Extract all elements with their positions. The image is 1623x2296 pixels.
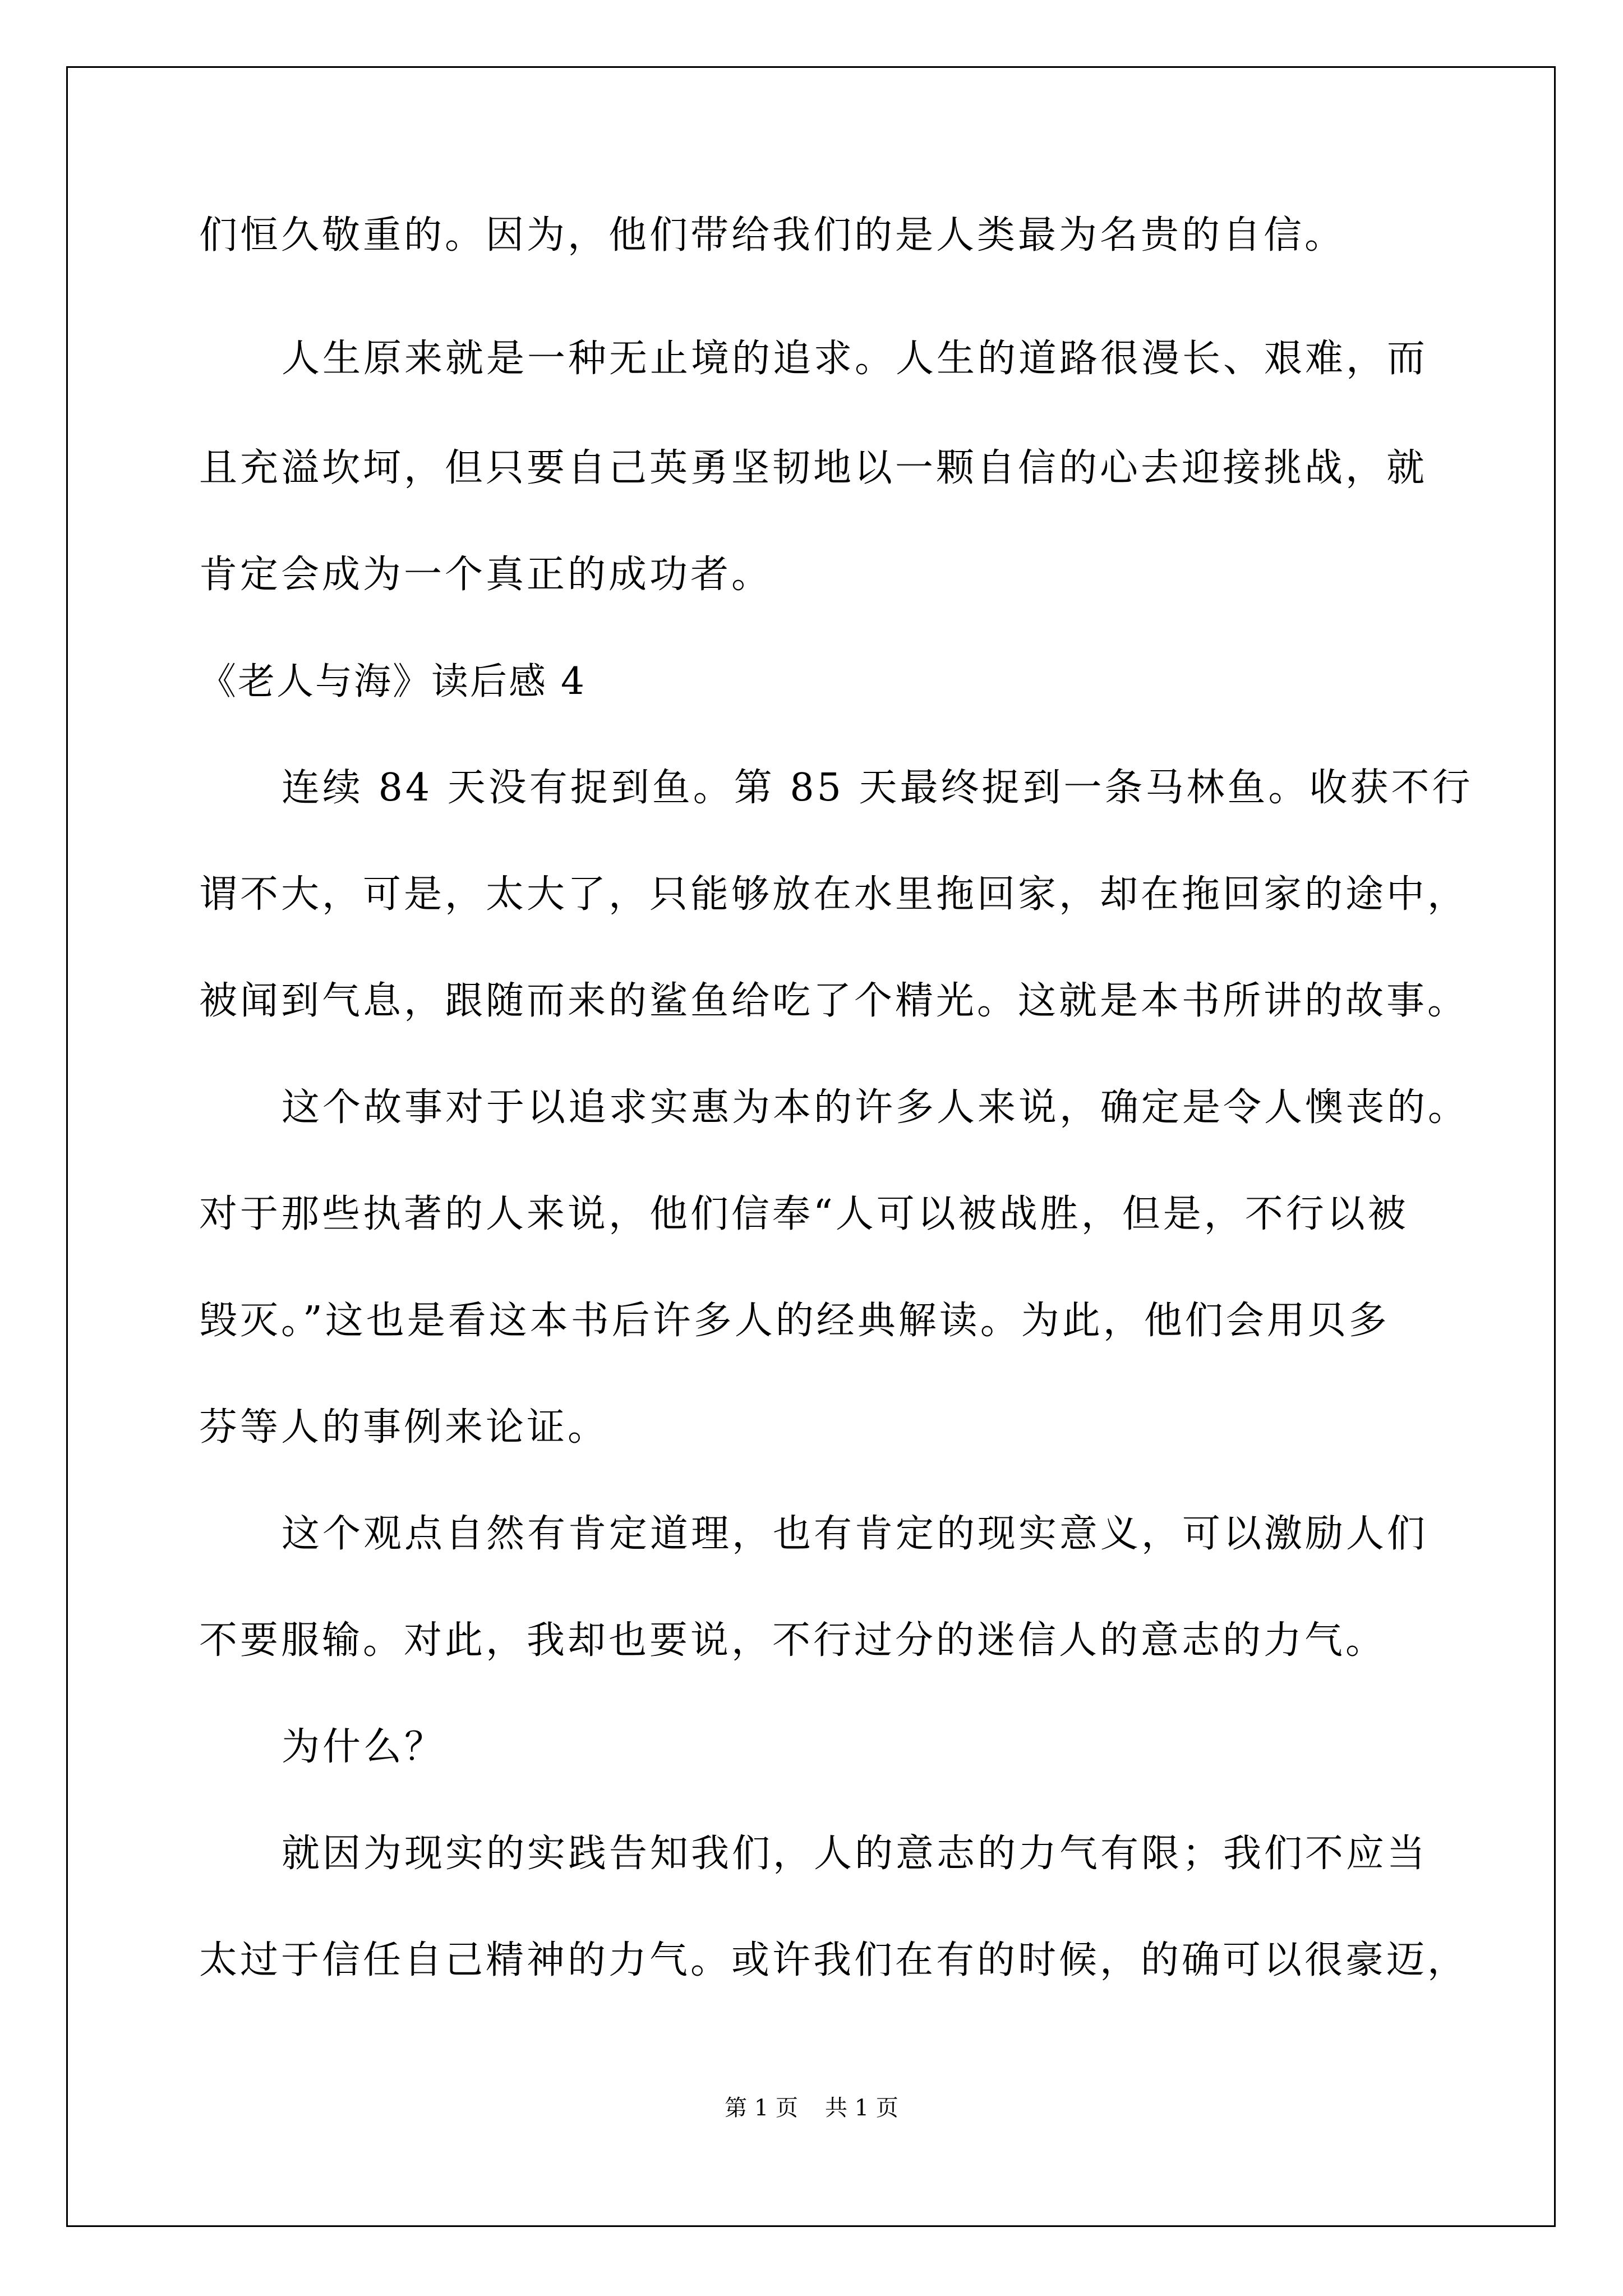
text-line: 对于那些执著的人来说，他们信奉“人可以被战胜，但是，不行以被 (199, 1192, 1409, 1236)
text-line: 且充溢坎坷，但只要自己英勇坚韧地以一颗自信的心去迎接挑战，就 (199, 446, 1428, 490)
paragraph-line: 为什么？ (282, 1725, 446, 1769)
text-line: 被闻到气息，跟随而来的鲨鱼给吃了个精光。这就是本书所讲的故事。 (199, 979, 1469, 1023)
paragraph-line: 就因为现实的实践告知我们，人的意志的力气有限；我们不应当 (282, 1832, 1428, 1876)
page-border (66, 66, 1556, 2227)
page-total: 共 1 页 (825, 2095, 898, 2121)
text-line: 们恒久敬重的。因为，他们带给我们的是人类最为名贵的自信。 (199, 213, 1346, 257)
text-line: 肯定会成为一个真正的成功者。 (199, 553, 773, 597)
page-footer (0, 2091, 1623, 2125)
text-line: 芬等人的事例来论证。 (199, 1405, 609, 1450)
paragraph-line: 连续 84 天没有捉到鱼。第 85 天最终捉到一条马林鱼。收获不行 (282, 766, 1473, 810)
text-line: 太过于信任自己精神的力气。或许我们在有的时候，的确可以很豪迈， (199, 1938, 1469, 1982)
page-number: 第 1 页 (725, 2095, 798, 2121)
section-heading: 《老人与海》读后感 4 (199, 660, 586, 703)
text-line: 谓不大，可是，太大了，只能够放在水里拖回家，却在拖回家的途中， (199, 872, 1469, 917)
paragraph-line: 这个观点自然有肯定道理，也有肯定的现实意义，可以激励人们 (282, 1512, 1428, 1556)
paragraph-line: 这个故事对于以追求实惠为本的许多人来说，确定是令人懊丧的。 (282, 1085, 1469, 1130)
text-line: 毁灭。”这也是看这本书后许多人的经典解读。为此，他们会用贝多 (199, 1299, 1390, 1343)
paragraph-line: 人生原来就是一种无止境的追求。人生的道路很漫长、艰难，而 (282, 337, 1428, 381)
text-line: 不要服输。对此，我却也要说，不行过分的迷信人的意志的力气。 (199, 1618, 1387, 1663)
